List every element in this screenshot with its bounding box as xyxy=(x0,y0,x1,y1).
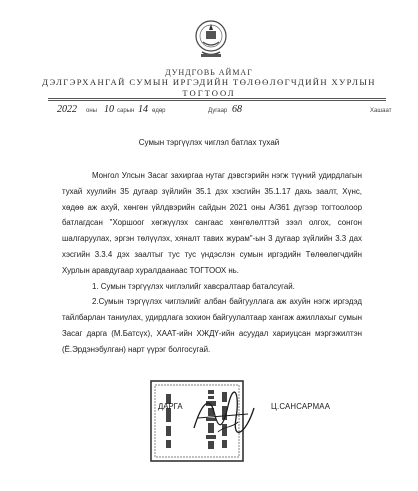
document-title: Сумын тэргүүлэх чиглэл батлах тухай xyxy=(138,138,280,147)
preamble-paragraph: Монгол Улсын Засаг захиргаа нутаг дэвсгэрийн нэгж түүний удирдлагын тухай хуулийн 35 дугаар зүйлийн 35.1 дэх хэсгийн 35.1.17 дахь заалт, Хүнс, хөдөө аж ахуй, хөнгөн үйлдвэрийн сайдын 2021 оны А/361 дүгээр тогтоолоор батлагдсан "Хоршоог хөгжүүлэх сангаас хөнгөлөлттэй зээл олгох, сонгон шалгаруулах, эргэн төлүүлэх, хяналт тавих журам"-ын 3 дугаар зүйлийн 3.3 дах хэсгийн 3.3.4 дэх заалтыг тус тус үндэслэн сумын иргэдийн Төлөөлөгчдийн Хурлын аравдугаар хуралдаанаас ТОГТООХ нь. xyxy=(62,171,362,275)
resolution-item-1: 1. Сумын тэргүүлэх чиглэлийг хавсралтаар баталсугай. xyxy=(92,281,295,291)
date-month-label: сарын xyxy=(117,108,135,114)
date-year: 2022 xyxy=(57,104,77,115)
header-rule-top xyxy=(48,98,386,99)
date-month: 10 xyxy=(104,104,114,115)
date-day: 14 xyxy=(138,104,148,115)
state-emblem-icon xyxy=(193,16,229,62)
date-year-label: оны xyxy=(86,108,97,114)
doc-number-label: Дугаар xyxy=(208,108,228,114)
council-name: ДЭЛГЭРХАНГАЙ СУМЫН ИРГЭДИЙН ТӨЛӨӨЛӨГЧДИЙН ХУРЛЫН xyxy=(42,77,376,87)
handwritten-signature-icon xyxy=(188,388,258,440)
document-type: ТОГТООЛ xyxy=(182,88,236,98)
document-body xyxy=(62,168,362,358)
aimag-name: ДУНДГОВЬ АЙМАГ xyxy=(165,68,253,77)
dateline xyxy=(55,104,395,118)
date-day-label: өдөр xyxy=(152,108,166,114)
signature-block xyxy=(148,378,400,478)
signatory-title: ДАРГА xyxy=(158,402,183,411)
doc-number: 68 xyxy=(232,104,242,115)
header-rule-bottom xyxy=(48,100,386,101)
resolution-item-2: 2.Сумын тэргүүлэх чиглэлийг албан байгууллага аж ахуйн нэгж иргэдэд тайлбарлан таниулах, удирдлага зохион байгуулалтаар хангаж ажиллахыг сумын Засаг дарга (М.Батсүх), ХААТ-ийн ХЖДҮ-ийн асуудал хариуцсан мэргэжилтэн (Ё.Эрдэнэбулган) нарт үүрэг болгосугай. xyxy=(62,297,362,354)
signatory-name: Ц.САНСАРМАА xyxy=(271,402,331,411)
place-name: Хашаат xyxy=(370,108,392,114)
